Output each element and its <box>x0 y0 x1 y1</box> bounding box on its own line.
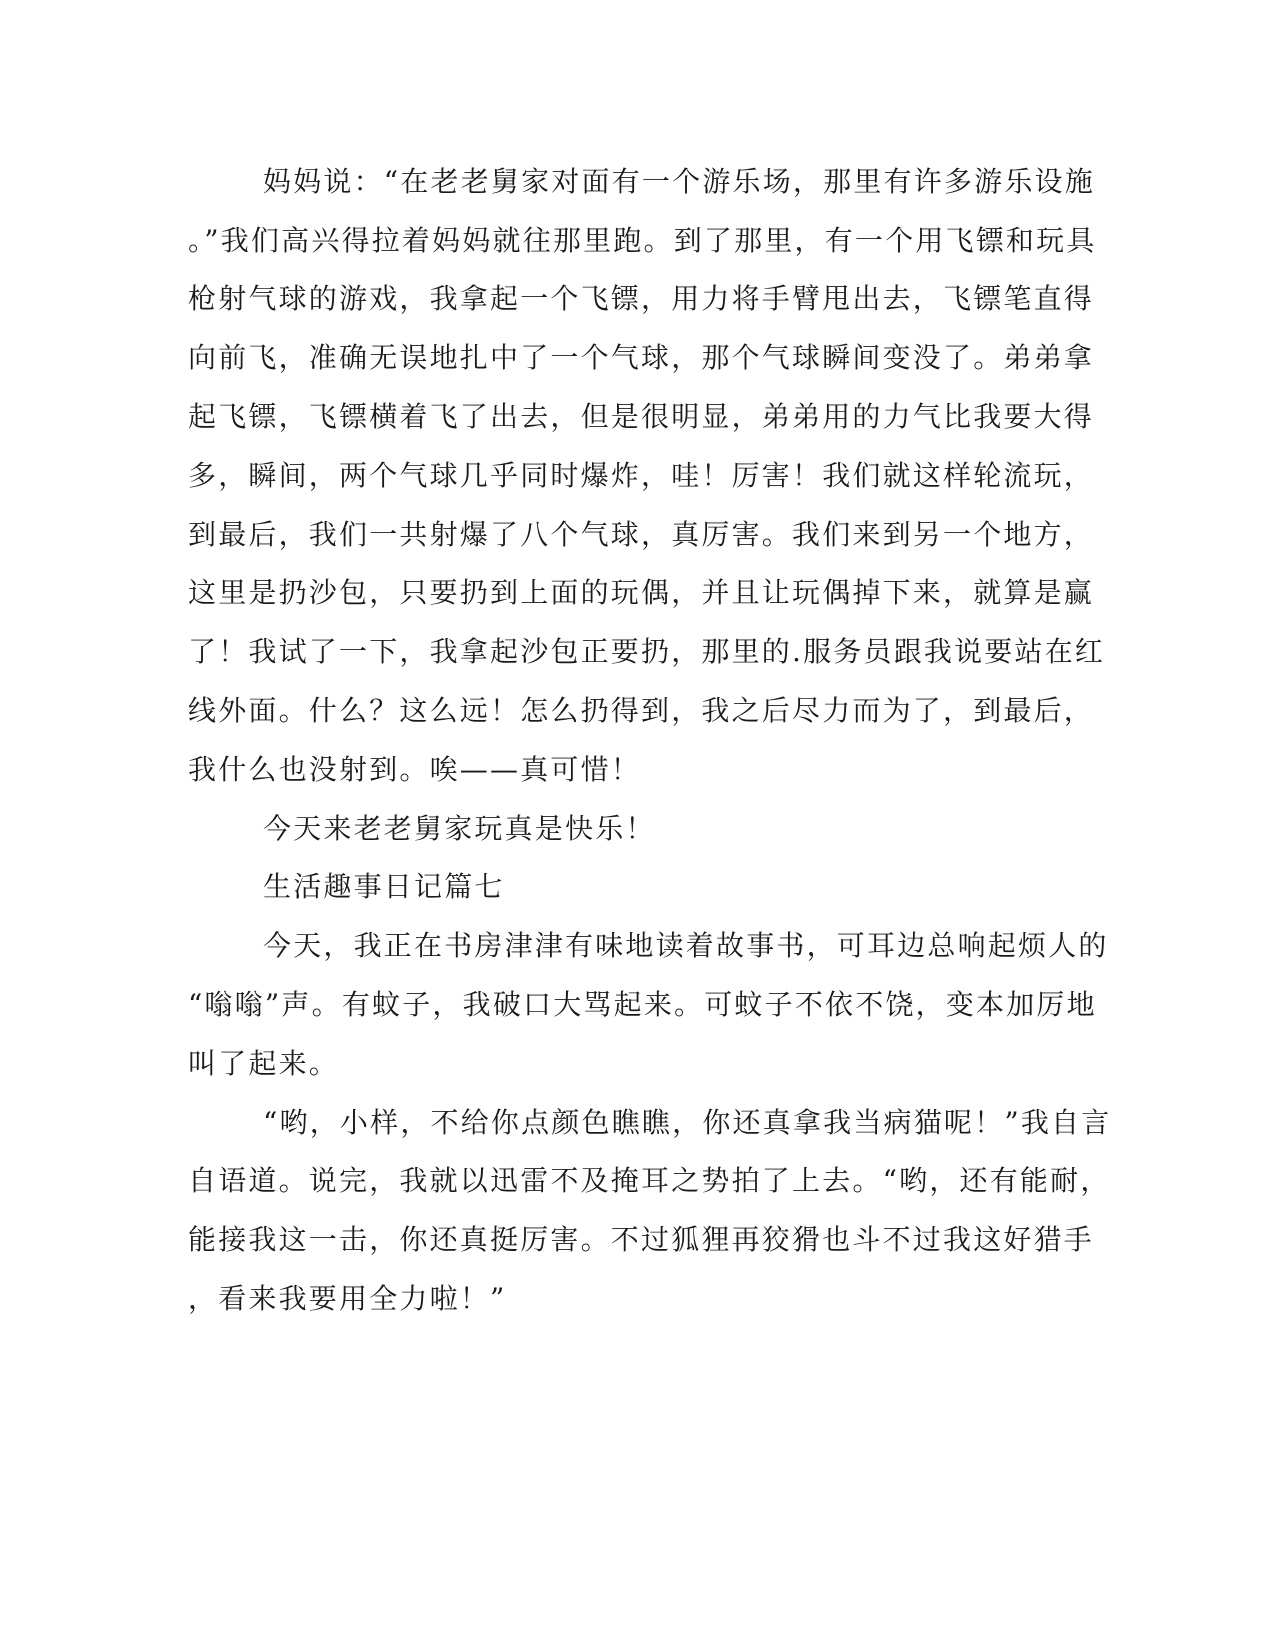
paragraph-line: 线外面。什么？这么远！怎么扔得到，我之后尽力而为了，到最后， <box>188 694 1095 727</box>
paragraph-line: 能接我这一击，你还真挺厉害。不过狐狸再狡猾也斗不过我这好猎手 <box>188 1223 1095 1256</box>
paragraph-line: 自语道。说完，我就以迅雷不及掩耳之势拍了上去。“哟，还有能耐， <box>188 1164 1111 1197</box>
paragraph-line: ，看来我要用全力啦！” <box>188 1282 507 1315</box>
paragraph-line: 枪射气球的游戏，我拿起一个飞镖，用力将手臂甩出去，飞镖笔直得 <box>188 282 1095 315</box>
paragraph-line: 叫了起来。 <box>188 1047 340 1080</box>
paragraph-line: 了！我试了一下，我拿起沙包正要扔，那里的.服务员跟我说要站在红 <box>188 635 1106 668</box>
paragraph-line: 今天，我正在书房津津有味地读着故事书，可耳边总响起烦人的 <box>263 929 1109 962</box>
paragraph-line: 向前飞，准确无误地扎中了一个气球，那个气球瞬间变没了。弟弟拿 <box>188 341 1095 374</box>
paragraph-line: 到最后，我们一共射爆了八个气球，真厉害。我们来到另一个地方， <box>188 518 1095 551</box>
paragraph-line: “嗡嗡”声。有蚊子，我破口大骂起来。可蚊子不依不饶，变本加厉地 <box>188 988 1097 1021</box>
paragraph-line: 妈妈说：“在老老舅家对面有一个游乐场，那里有许多游乐设施 <box>263 165 1095 198</box>
paragraph-line: “哟，小样，不给你点颜色瞧瞧，你还真拿我当病猫呢！”我自言 <box>263 1106 1112 1139</box>
paragraph-line: 起飞镖，飞镖横着飞了出去，但是很明显，弟弟用的力气比我要大得 <box>188 400 1095 433</box>
paragraph-line: 这里是扔沙包，只要扔到上面的玩偶，并且让玩偶掉下来，就算是赢 <box>188 576 1095 609</box>
paragraph-line: 我什么也没射到。唉——真可惜！ <box>188 753 642 786</box>
paragraph-line: 。”我们高兴得拉着妈妈就往那里跑。到了那里，有一个用飞镖和玩具 <box>188 224 1097 257</box>
paragraph-line: 今天来老老舅家玩真是快乐！ <box>263 812 656 845</box>
section-heading: 生活趣事日记篇七 <box>263 870 505 903</box>
paragraph-line: 多，瞬间，两个气球几乎同时爆炸，哇！厉害！我们就这样轮流玩， <box>188 459 1095 492</box>
